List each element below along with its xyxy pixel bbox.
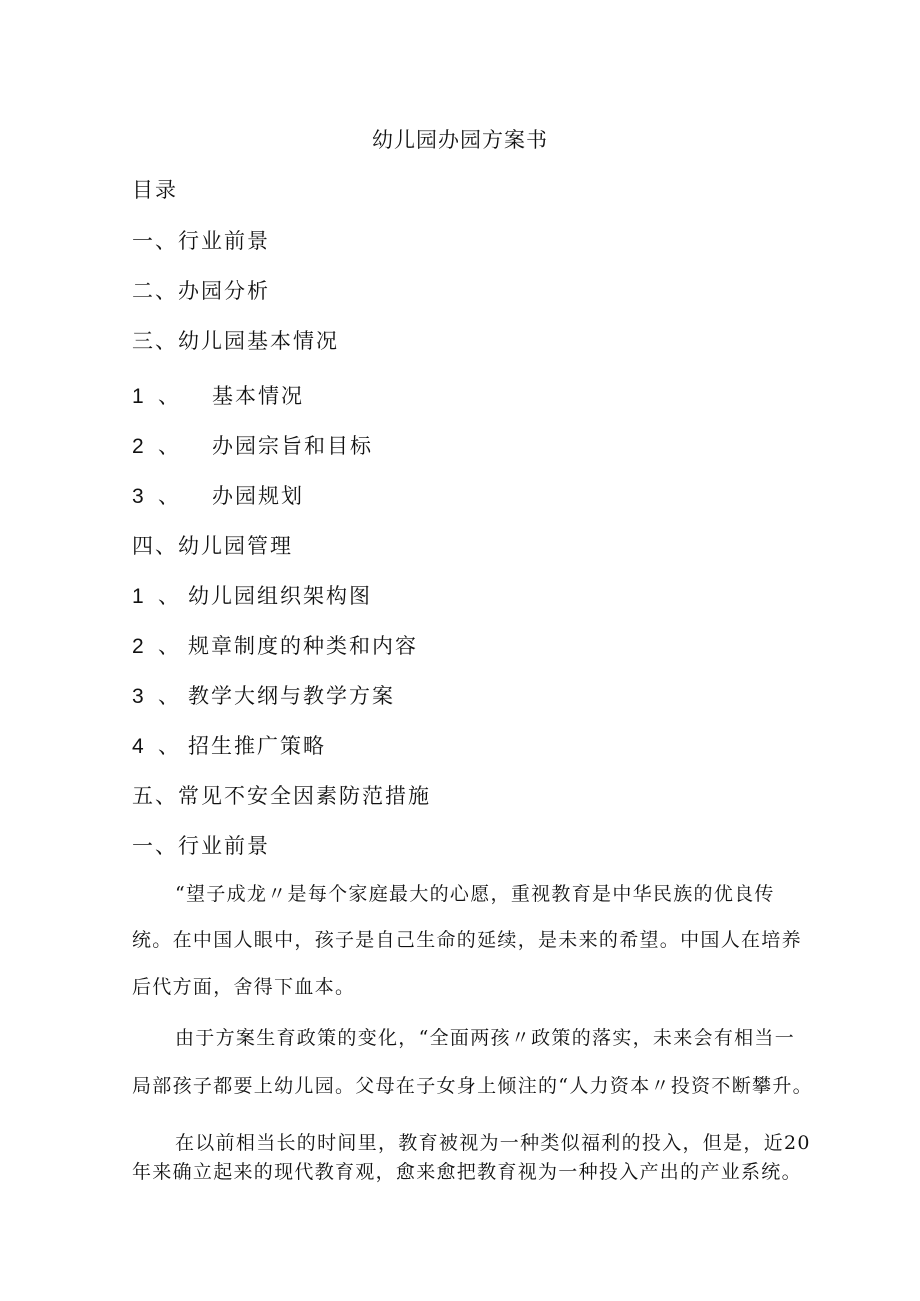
toc-subitem-text: 招生推广策略 (188, 734, 326, 758)
toc-subitem-number: 4 (132, 735, 144, 758)
toc-section-4: 四、幼儿园管理 (132, 534, 293, 558)
toc-subitem-separator: 、 (158, 384, 179, 408)
toc-subitem-text: 教学大纲与教学方案 (188, 684, 395, 708)
toc-subitem (132, 380, 304, 410)
toc-section-2: 二、办园分析 (132, 279, 270, 303)
toc-subitem-number: 2 (132, 435, 144, 458)
toc-subitem-separator: 、 (158, 684, 179, 708)
toc-subitem (132, 630, 418, 660)
toc-subitem-separator: 、 (158, 434, 179, 458)
paragraph-line: 后代方面，舍得下血本。 (132, 976, 356, 998)
paragraph-line: 由于方案生育政策的变化，“全面两孩〃政策的落实，未来会有相当一 (175, 1027, 796, 1049)
toc-subitem-text: 规章制度的种类和内容 (188, 634, 418, 658)
toc-subitem-text: 办园规划 (212, 484, 304, 508)
toc-subitem (132, 430, 373, 460)
toc-subitem (132, 680, 395, 710)
toc-subitem-number: 1 (132, 585, 144, 608)
toc-label: 目录 (132, 178, 178, 202)
toc-subitem-separator: 、 (158, 634, 179, 658)
paragraph-line: 局部孩子都要上幼儿园。父母在子女身上倾注的“人力资本〃投资不断攀升。 (132, 1075, 813, 1097)
toc-subitem-number: 2 (132, 635, 144, 658)
toc-subitem-text: 幼儿园组织架构图 (188, 584, 372, 608)
section-heading: 一、行业前景 (132, 834, 270, 858)
paragraph-line: “望子成龙〃是每个家庭最大的心愿，重视教育是中华民族的优良传 (175, 883, 775, 905)
toc-section-1: 一、行业前景 (132, 229, 270, 253)
toc-subitem (132, 730, 326, 760)
toc-subitem-text: 办园宗旨和目标 (212, 434, 373, 458)
toc-subitem-separator: 、 (158, 734, 179, 758)
toc-subitem (132, 480, 304, 510)
paragraph-line: 年来确立起来的现代教育观，愈来愈把教育视为一种投入产出的产业系统。 (132, 1161, 802, 1183)
toc-subitem-text: 基本情况 (212, 384, 304, 408)
toc-subitem (132, 580, 372, 610)
toc-subitem-number: 3 (132, 485, 144, 508)
toc-subitem-number: 1 (132, 385, 144, 408)
document-title: 幼儿园办园方案书 (372, 128, 548, 152)
paragraph-line: 在以前相当长的时间里，教育被视为一种类似福利的投入，但是，近20 (175, 1132, 811, 1154)
toc-subitem-separator: 、 (158, 584, 179, 608)
toc-subitem-separator: 、 (158, 484, 179, 508)
toc-section-3: 三、幼儿园基本情况 (132, 329, 339, 353)
paragraph-line: 统。在中国人眼中，孩子是自己生命的延续，是未来的希望。中国人在培养 (132, 929, 802, 951)
toc-subitem-number: 3 (132, 685, 144, 708)
toc-section-5: 五、常见不安全因素防范措施 (132, 784, 431, 808)
